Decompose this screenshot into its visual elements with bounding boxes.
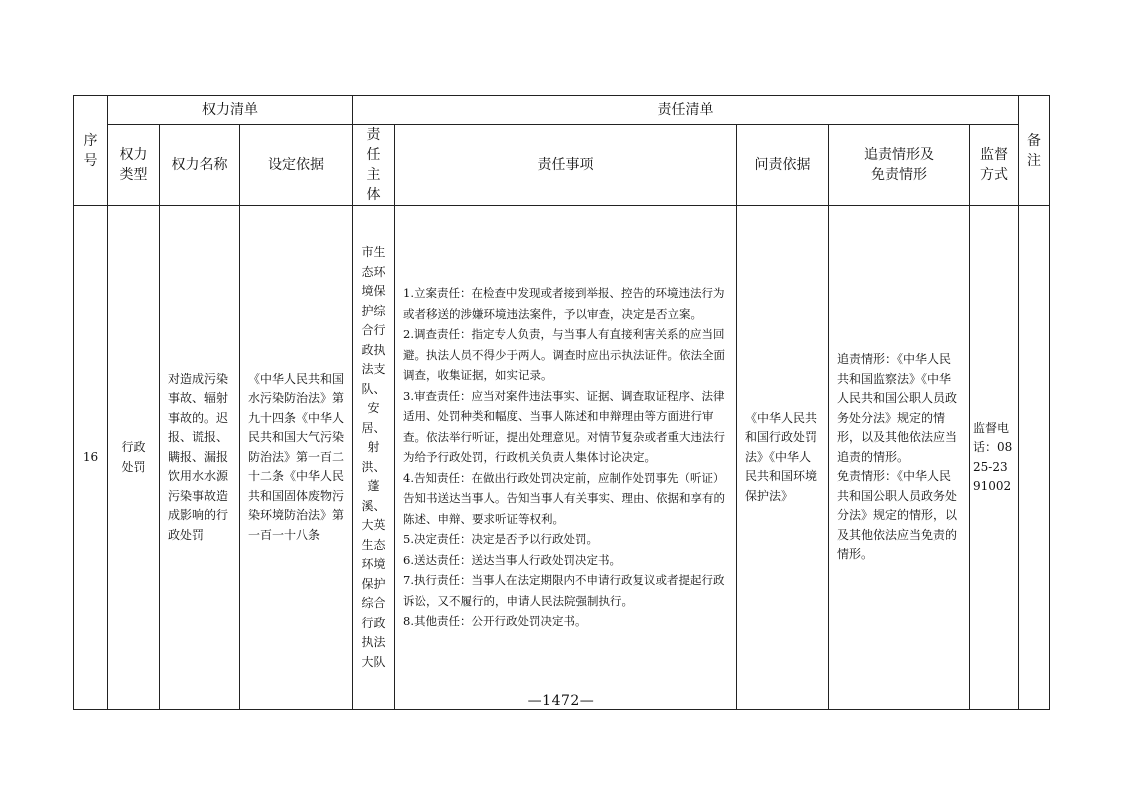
header-matters: 责任事项 xyxy=(395,125,737,206)
header-supervision: 监督方式 xyxy=(970,125,1019,206)
header-basis: 设定依据 xyxy=(240,125,353,206)
row-power-name: 对造成污染事故、辐射事故的。迟报、谎报、瞒报、漏报饮用水水源污染事故造成影响的行政处罚 xyxy=(160,206,240,710)
row-subject: 市生态环境保护综合行政执法支队、安居、射洪、蓬溪、大英生态环境保护综合行政执法大队 xyxy=(353,206,395,710)
matter-item: 1.立案责任：在检查中发现或者接到举报、控告的环境违法行为或者移送的涉嫌环境违法案件，予以审查，决定是否立案。 xyxy=(403,286,725,321)
header-accountability-cases: 追责情形及免责情形 xyxy=(829,125,970,206)
header-accountability-basis: 问责依据 xyxy=(737,125,829,206)
matter-item: 4.告知责任：在做出行政处罚决定前，应制作处罚事先（听证）告知书送达当事人。告知当事人有关事实、理由、依据和享有的陈述、申辩、要求听证等权利。 xyxy=(403,470,725,526)
matter-item: 5.决定责任：决定是否予以行政处罚。 xyxy=(403,532,598,547)
row-accountability-cases xyxy=(829,206,970,710)
header-responsibility-list: 责任清单 xyxy=(353,96,1019,125)
matter-item: 8.其他责任：公开行政处罚决定书。 xyxy=(403,614,587,629)
header-power-type: 权力类型 xyxy=(108,125,160,206)
header-power-name: 权力名称 xyxy=(160,125,240,206)
row-basis: 《中华人民共和国水污染防治法》第九十四条《中华人民共和国大气污染防治法》第一百二十二条《中华人民共和国固体废物污染环境防治法》第一百一十八条 xyxy=(240,206,353,710)
matter-item: 7.执行责任：当事人在法定期限内不申请行政复议或者提起行政诉讼，又不履行的，申请人民法院强制执行。 xyxy=(403,573,725,608)
accountability-case: 追责情形：《中华人民共和国监察法》《中华人民共和国公职人员政务处分法》规定的情形，以及其他依法应当追责的情形。 xyxy=(837,352,958,464)
row-power-type: 行政处罚 xyxy=(108,206,160,710)
table-row xyxy=(74,206,1050,710)
matter-item: 2.调查责任：指定专人负责，与当事人有直接利害关系的应当回避。执法人员不得少于两人。调查时应出示执法证件。依法全面调查，收集证据，如实记录。 xyxy=(403,327,725,383)
row-accountability-basis: 《中华人民共和国行政处罚法》《中华人民共和国环境保护法》 xyxy=(737,206,829,710)
row-matters xyxy=(395,206,737,710)
header-remark: 备注 xyxy=(1019,96,1050,206)
matter-item: 3.审查责任：应当对案件违法事实、证据、调查取证程序、法律适用、处罚种类和幅度、当事人陈述和申辩理由等方面进行审查。依法举行听证，提出处理意见。对情节复杂或者重大违法行为给予行政处罚，行政机关负责人集体讨论决定。 xyxy=(403,388,725,465)
row-seq: 16 xyxy=(74,206,108,710)
matter-item: 6.送达责任：送达当事人行政处罚决定书。 xyxy=(403,552,621,567)
exemption-case: 免责情形：《中华人民共和国公职人员政务处分法》规定的情形，以及其他依法应当免责的情形。 xyxy=(837,469,958,562)
row-remark xyxy=(1019,206,1050,710)
page-number: —1472— xyxy=(527,693,595,709)
row-supervision: 监督电话：0825-2391002 xyxy=(970,206,1019,710)
header-seq: 序号 xyxy=(74,96,108,206)
responsibility-table xyxy=(73,95,1050,710)
header-power-list: 权力清单 xyxy=(108,96,353,125)
header-subject: 责任主体 xyxy=(353,125,395,206)
